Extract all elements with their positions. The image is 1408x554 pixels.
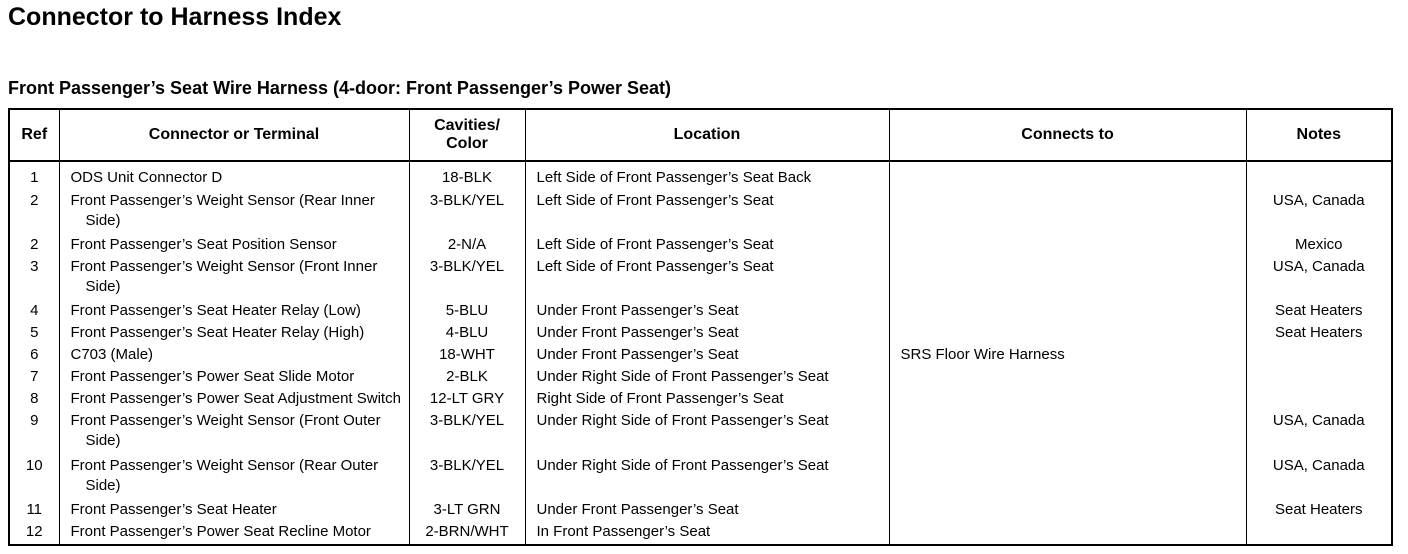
cell-notes: USA, Canada	[1246, 191, 1392, 235]
cell-connector	[59, 257, 409, 301]
cell-location: Under Front Passenger’s Seat	[525, 500, 889, 522]
cell-notes: Seat Heaters	[1246, 500, 1392, 522]
cell-cavities: 3-LT GRN	[409, 500, 525, 522]
cell-connects-to	[889, 367, 1246, 389]
table-header-row	[9, 109, 1392, 161]
header-location: Location	[525, 109, 889, 161]
cell-cavities: 12-LT GRY	[409, 389, 525, 411]
cell-notes	[1246, 522, 1392, 544]
cell-location: Under Front Passenger’s Seat	[525, 301, 889, 323]
cell-cavities: 2-BRN/WHT	[409, 522, 525, 544]
connector-index-table	[8, 108, 1393, 546]
cell-location: Right Side of Front Passenger’s Seat	[525, 389, 889, 411]
cell-location: Under Right Side of Front Passenger’s Seat	[525, 411, 889, 455]
cell-connector	[59, 323, 409, 345]
cell-notes: USA, Canada	[1246, 456, 1392, 500]
cell-notes: Seat Heaters	[1246, 301, 1392, 323]
section-title: Front Passenger’s Seat Wire Harness (4-door: Front Passenger’s Power Seat)	[8, 78, 672, 98]
connector-name: Front Passenger’s Seat Position Sensor	[70, 235, 337, 253]
cell-location: Under Right Side of Front Passenger’s Seat	[525, 456, 889, 500]
cell-connector	[59, 411, 409, 455]
filler-cell	[59, 544, 409, 545]
table-row	[9, 235, 1392, 257]
header-cavities: Cavities/ Color	[409, 109, 525, 161]
cell-ref: 10	[9, 456, 59, 500]
cell-ref: 7	[9, 367, 59, 389]
cell-location: Left Side of Front Passenger’s Seat	[525, 257, 889, 301]
cell-connects-to	[889, 389, 1246, 411]
cell-connector	[59, 367, 409, 389]
cell-cavities: 18-WHT	[409, 345, 525, 367]
cell-location: Left Side of Front Passenger’s Seat Back	[525, 161, 889, 191]
cell-ref: 4	[9, 301, 59, 323]
cell-connects-to	[889, 161, 1246, 191]
cell-cavities: 5-BLU	[409, 301, 525, 323]
cell-ref: 9	[9, 411, 59, 455]
page-title: Connector to Harness Index	[8, 3, 342, 31]
cell-ref: 2	[9, 191, 59, 235]
cell-cavities: 2-BLK	[409, 367, 525, 389]
table-row	[9, 456, 1392, 500]
cell-connector	[59, 191, 409, 235]
cell-notes	[1246, 367, 1392, 389]
cell-ref: 3	[9, 257, 59, 301]
cell-cavities: 3-BLK/YEL	[409, 411, 525, 455]
cell-connector	[59, 161, 409, 191]
table-row	[9, 345, 1392, 367]
cell-connector	[59, 522, 409, 544]
cell-notes: Mexico	[1246, 235, 1392, 257]
filler-cell	[409, 544, 525, 545]
cell-notes	[1246, 389, 1392, 411]
connector-name: Front Passenger’s Power Seat Adjustment Switch	[70, 390, 401, 408]
cell-ref: 2	[9, 235, 59, 257]
table-row	[9, 500, 1392, 522]
filler-cell	[1246, 544, 1392, 545]
connector-name: Front Passenger’s Seat Heater Relay (Low)	[70, 302, 361, 320]
cell-connects-to	[889, 301, 1246, 323]
cell-connector	[59, 235, 409, 257]
connector-name: Front Passenger’s Power Seat Recline Motor	[70, 522, 371, 540]
cell-notes: USA, Canada	[1246, 411, 1392, 455]
table-row	[9, 367, 1392, 389]
filler-cell	[525, 544, 889, 545]
cell-connects-to	[889, 456, 1246, 500]
table-row	[9, 323, 1392, 345]
cell-connects-to	[889, 235, 1246, 257]
table-row	[9, 389, 1392, 411]
cell-ref: 12	[9, 522, 59, 544]
cell-connects-to	[889, 500, 1246, 522]
table-filler-row	[9, 544, 1392, 545]
connector-name: ODS Unit Connector D	[70, 169, 223, 186]
header-connects-to: Connects to	[889, 109, 1246, 161]
table-row	[9, 257, 1392, 301]
cell-ref: 6	[9, 345, 59, 367]
connector-name: Front Passenger’s Weight Sensor (Rear Outer Side)	[70, 456, 379, 494]
connector-name: Front Passenger’s Seat Heater	[70, 500, 277, 518]
table-row	[9, 522, 1392, 544]
cell-connector	[59, 500, 409, 522]
filler-cell	[889, 544, 1246, 545]
cell-cavities: 2-N/A	[409, 235, 525, 257]
connector-name: C703 (Male)	[70, 346, 154, 364]
cell-ref: 8	[9, 389, 59, 411]
cell-ref: 11	[9, 500, 59, 522]
cell-notes	[1246, 161, 1392, 191]
cell-connector	[59, 345, 409, 367]
cell-location: In Front Passenger’s Seat	[525, 522, 889, 544]
cell-cavities: 3-BLK/YEL	[409, 257, 525, 301]
header-connector: Connector or Terminal	[59, 109, 409, 161]
cell-ref: 5	[9, 323, 59, 345]
cell-notes: Seat Heaters	[1246, 323, 1392, 345]
cell-cavities: 3-BLK/YEL	[409, 456, 525, 500]
table-row	[9, 191, 1392, 235]
cell-location: Left Side of Front Passenger’s Seat	[525, 191, 889, 235]
filler-cell	[9, 544, 59, 545]
cell-location: Under Front Passenger’s Seat	[525, 323, 889, 345]
cell-cavities: 18-BLK	[409, 161, 525, 191]
cell-connector	[59, 301, 409, 323]
connector-name: Front Passenger’s Weight Sensor (Rear Inner Side)	[70, 191, 375, 229]
table-row	[9, 301, 1392, 323]
cell-connects-to: SRS Floor Wire Harness	[889, 345, 1246, 367]
connector-name: Front Passenger’s Seat Heater Relay (High)	[70, 324, 365, 342]
cell-notes: USA, Canada	[1246, 257, 1392, 301]
table-row	[9, 411, 1392, 455]
header-notes: Notes	[1246, 109, 1392, 161]
cell-connector	[59, 389, 409, 411]
connector-name: Front Passenger’s Weight Sensor (Front Inner Side)	[70, 257, 378, 295]
cell-location: Under Front Passenger’s Seat	[525, 345, 889, 367]
connector-name: Front Passenger’s Power Seat Slide Motor	[70, 368, 355, 386]
cell-connects-to	[889, 323, 1246, 345]
cell-ref: 1	[9, 161, 59, 191]
cell-location: Left Side of Front Passenger’s Seat	[525, 235, 889, 257]
cell-connects-to	[889, 411, 1246, 455]
cell-location: Under Right Side of Front Passenger’s Seat	[525, 367, 889, 389]
cell-connector	[59, 456, 409, 500]
cell-connects-to	[889, 191, 1246, 235]
cell-connects-to	[889, 257, 1246, 301]
table-row	[9, 161, 1392, 191]
cell-cavities: 4-BLU	[409, 323, 525, 345]
cell-cavities: 3-BLK/YEL	[409, 191, 525, 235]
header-ref: Ref	[9, 109, 59, 161]
connector-name: Front Passenger’s Weight Sensor (Front Outer Side)	[70, 412, 381, 450]
cell-connects-to	[889, 522, 1246, 544]
cell-notes	[1246, 345, 1392, 367]
